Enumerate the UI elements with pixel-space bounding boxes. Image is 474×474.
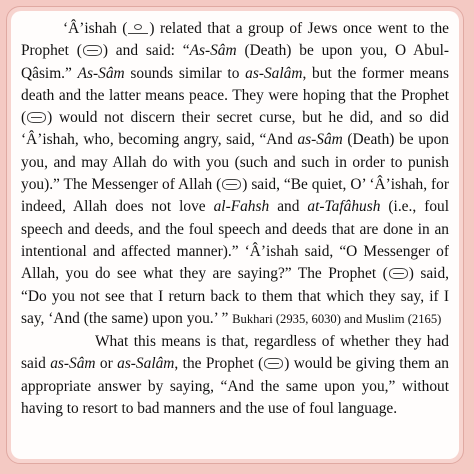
text-span: , but the former means death and the latter means peace. They were hoping that the Prophet ( bbox=[21, 64, 449, 127]
text-span: (i.e., foul speech and deeds, and the foul speech and deeds that are done in an intentional and affected manner).” ‘Â’ishah said, “O Messenger of Allah, you do see what they are saying?” The Prophet ( bbox=[21, 198, 449, 283]
text-span: , the Prophet ( bbox=[174, 355, 264, 373]
term-as-salam: as-Salâm bbox=[245, 64, 303, 82]
term-as-sam: As-Sâm bbox=[77, 64, 125, 82]
paragraph-hadith bbox=[21, 18, 449, 330]
salawat-icon bbox=[222, 179, 241, 190]
term-as-sam: As-Sâm bbox=[189, 42, 237, 60]
term-as-sam: as-Sâm bbox=[50, 355, 96, 373]
text-span: sounds similar to bbox=[124, 64, 246, 82]
salawat-icon bbox=[27, 112, 46, 123]
text-span: ) and said: “ bbox=[102, 42, 190, 60]
text-span: ) would be giving them an appropriate answer by saying, “And the same upon you,” without having to resort to bad manners and the use of foul language. bbox=[21, 355, 449, 418]
term-at-tafahush: at-Tafâhush bbox=[307, 198, 381, 216]
text-span: and bbox=[269, 198, 308, 216]
text-span: or bbox=[95, 355, 118, 373]
paragraph-explanation bbox=[21, 331, 449, 420]
text-span: (Death) be upon you, and may Allah do with you (such and such in order to punish you).” The Messenger of Allah ( bbox=[21, 131, 449, 194]
text-panel bbox=[11, 11, 459, 459]
salawat-icon bbox=[83, 45, 102, 56]
term-as-salam: as-Salâm bbox=[117, 355, 175, 373]
text-span: ) said, “Do you not see that I return back to them that which they say, if I say, ‘And (the same) upon you.’ ” bbox=[21, 265, 449, 327]
page-frame bbox=[6, 6, 464, 464]
salawat-icon bbox=[264, 358, 283, 369]
term-as-sam: as-Sâm bbox=[297, 131, 343, 149]
salawat-icon bbox=[389, 268, 408, 279]
term-al-fahsh: al-Fahsh bbox=[213, 198, 270, 216]
text-span: What this means is that, regardless of whether they had said bbox=[21, 333, 449, 373]
text-span: ) related that a group of Jews once went to the Prophet ( bbox=[21, 20, 449, 60]
text-span: ) said, “Be quiet, O’ ‘Â’ishah, for indeed, Allah does not love bbox=[21, 176, 449, 216]
text-span: ‘Â’ishah ( bbox=[63, 20, 128, 37]
text-span: (Death) be upon you, O Abul-Qâsim.” bbox=[21, 42, 449, 82]
text-span: ) would not discern their secret curse, but he did, and so did ‘Â’ishah, who, becoming angry, said, “And bbox=[21, 109, 449, 149]
hadith-source-citation: Bukhari (2935, 6030) and Muslim (2165) bbox=[232, 311, 442, 326]
radiyallahu-anha-icon bbox=[128, 23, 148, 34]
